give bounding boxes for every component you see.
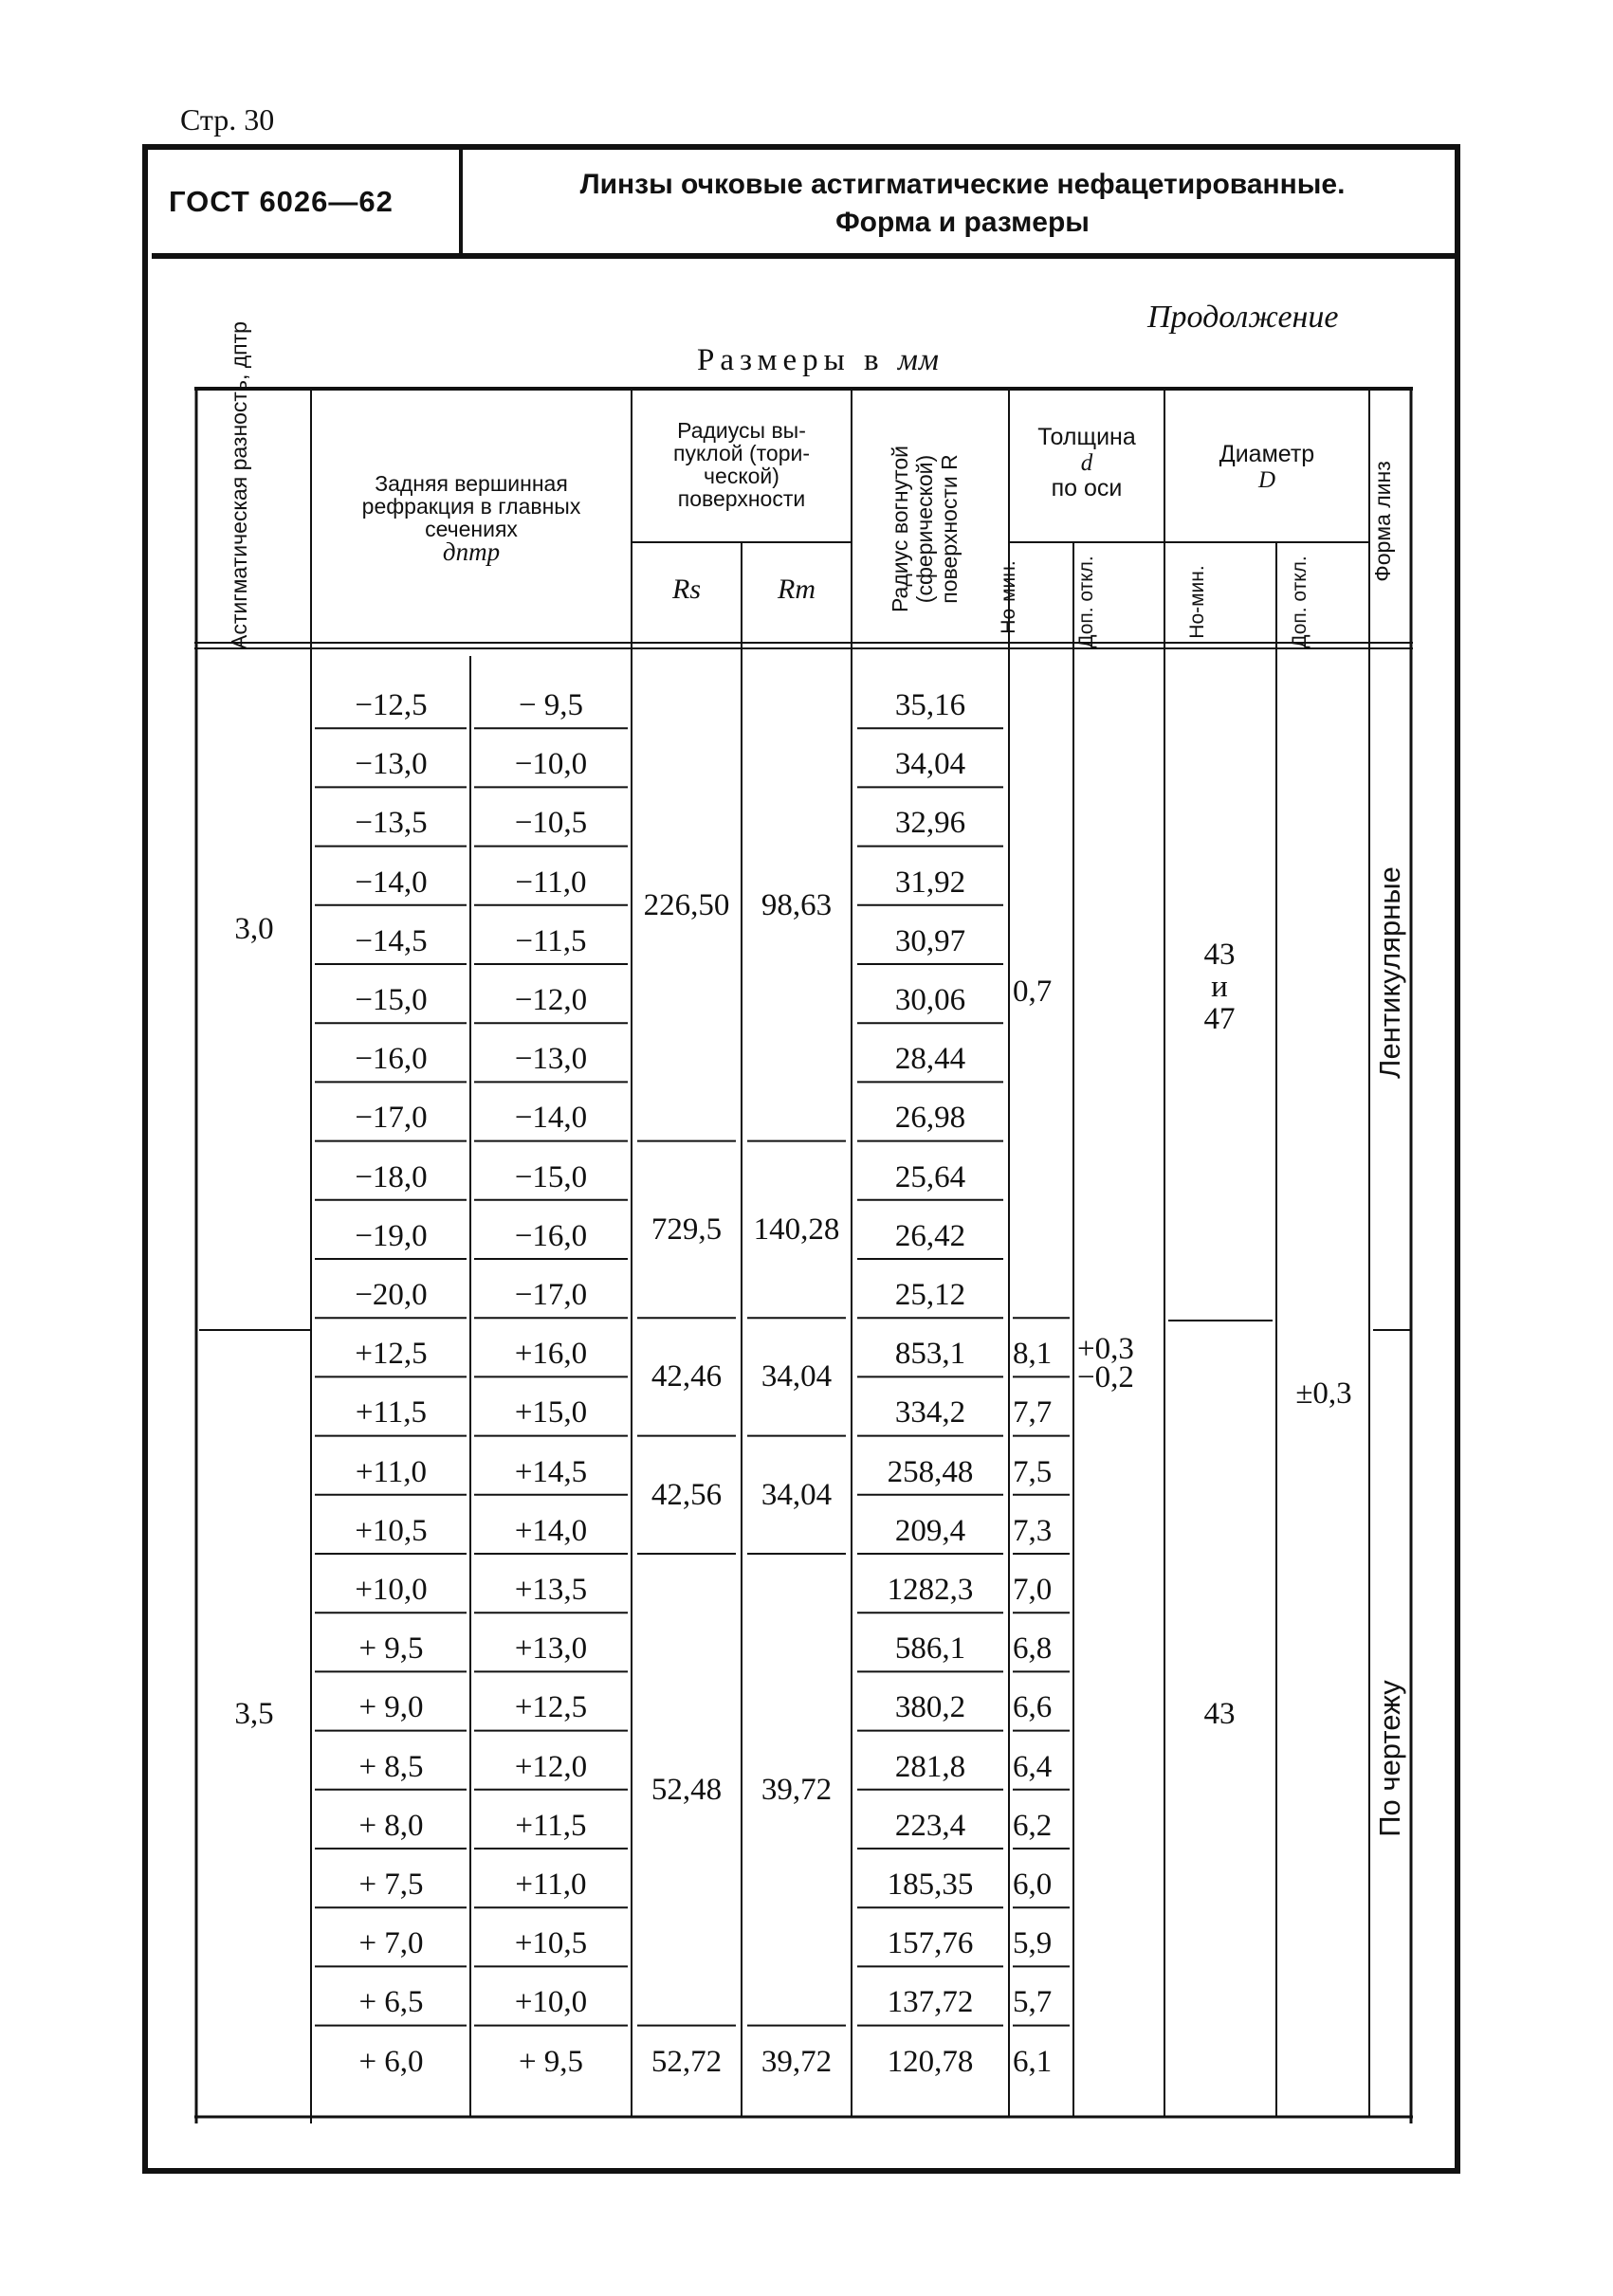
section-refraction-2: −11,0 [515,865,587,900]
header-diameter-nominal: Но-мин. [1186,565,1208,639]
thickness-nominal: 6,1 [1013,2044,1053,2079]
convex-radius-rs: 42,46 [651,1359,723,1394]
concave-radius: 35,16 [894,688,966,722]
concave-radius: 334,2 [894,1395,966,1430]
concave-radius: 31,92 [894,865,966,900]
section-refraction-1: −18,0 [355,1159,428,1194]
header-back-vertex [315,471,628,566]
concave-radius: 185,35 [887,1868,974,1902]
convex-radius-rs: 52,72 [651,2044,723,2079]
thickness-nominal: 6,0 [1013,1868,1053,1902]
continuation-label: Продолжение [1147,300,1339,335]
header-thickness-line-2: d [1080,450,1093,476]
thickness-nominal: 8,1 [1013,1337,1053,1372]
convex-radius-rm: 98,63 [761,887,833,922]
section-refraction-2: +11,5 [515,1808,587,1843]
concave-radius: 34,04 [894,747,966,782]
units-unit: мм [897,343,940,377]
section-refraction-2: −11,5 [515,923,587,958]
convex-radius-rm: 34,04 [761,1477,833,1512]
concave-radius: 1282,3 [887,1573,974,1607]
header-back-vertex-line-1: Задняя вершинная [375,471,568,496]
diameter-nominal-group-2: 43 [1203,1697,1236,1731]
thickness-nominal: 7,5 [1013,1454,1053,1489]
concave-radius: 32,96 [894,806,966,841]
section-refraction-1: −13,0 [355,747,428,782]
concave-radius: 586,1 [894,1631,966,1667]
concave-radius: 25,12 [894,1278,966,1312]
header-back-vertex-line-2: рефракция в главных [361,494,581,519]
concave-radius: 281,8 [894,1749,966,1784]
convex-radius-rm: 34,04 [761,1359,833,1394]
header-convex-line-1: Радиусы вы- [677,418,806,443]
section-refraction-2: +10,0 [514,1985,588,2020]
header-convex-line-4: поверхности [677,486,806,511]
title-line-2: Форма и размеры [835,207,1090,238]
convex-radius-rs: 226,50 [643,887,730,922]
section-refraction-2: −13,0 [514,1042,588,1077]
thickness-nominal: 6,2 [1013,1808,1053,1843]
thickness-nominal-shared: 0,7 [1013,975,1053,1009]
header-rm: Rm [778,574,816,605]
section-refraction-1: −17,0 [355,1101,428,1136]
thickness-nominal: 6,8 [1013,1631,1053,1667]
header-diameter-tolerance: Доп. откл. [1289,556,1311,648]
section-refraction-2: +13,0 [514,1631,588,1667]
section-refraction-1: −20,0 [355,1278,428,1312]
page-number: Стр. 30 [180,102,275,137]
convex-radius-rm: 140,28 [753,1212,840,1247]
header-thickness [1011,425,1163,501]
concave-radius: 26,98 [894,1101,966,1136]
concave-radius: 223,4 [894,1808,966,1843]
section-refraction-1: +12,5 [355,1337,428,1372]
concave-radius: 258,48 [887,1454,974,1489]
section-refraction-2: − 9,5 [518,688,584,722]
concave-radius: 853,1 [894,1337,966,1372]
concave-radius: 30,97 [894,923,966,958]
section-refraction-2: −14,0 [514,1101,588,1136]
section-refraction-2: +14,0 [514,1513,588,1548]
header-diameter-line-2: D [1257,467,1276,493]
section-refraction-1: + 8,5 [358,1749,424,1784]
section-refraction-2: +12,5 [514,1690,588,1725]
section-refraction-1: + 6,0 [358,2044,424,2079]
section-refraction-2: +13,5 [514,1573,588,1607]
lens-shape-group-2: По чертежу [1373,1680,1406,1837]
concave-radius: 26,42 [894,1218,966,1253]
header-diameter-line-1: Диаметр [1219,441,1315,467]
section-refraction-1: −19,0 [355,1218,428,1253]
concave-radius: 209,4 [894,1513,966,1548]
convex-radius-rs: 42,56 [651,1477,723,1512]
section-refraction-2: +15,0 [514,1395,588,1430]
diameter-tolerance: ±0,3 [1295,1376,1352,1411]
concave-radius: 120,78 [887,2044,974,2079]
thickness-nominal: 7,7 [1013,1395,1053,1430]
section-refraction-1: −15,0 [355,983,428,1017]
section-refraction-2: +11,0 [515,1868,587,1902]
section-refraction-1: + 9,5 [358,1631,424,1667]
units-prefix: Размеры в [697,343,885,377]
section-refraction-2: −10,5 [514,806,588,841]
thickness-nominal: 7,3 [1013,1513,1053,1548]
header-thickness-line-1: Толщина [1037,424,1136,450]
lens-shape-group-1: Лентикулярные [1373,866,1406,1079]
convex-radius-rs: 52,48 [651,1772,723,1807]
section-refraction-2: −12,0 [514,983,588,1017]
section-refraction-1: −14,0 [355,865,428,900]
astigmatic-difference-group-2: 3,5 [234,1697,274,1731]
concave-radius: 28,44 [894,1042,966,1077]
section-refraction-1: +10,5 [355,1513,428,1548]
section-refraction-2: −16,0 [514,1218,588,1253]
section-refraction-1: + 9,0 [358,1690,424,1725]
section-refraction-1: −16,0 [355,1042,428,1077]
section-refraction-1: + 6,5 [358,1985,424,2020]
header-thickness-nominal: Но-мин. [998,560,1019,634]
section-refraction-2: +16,0 [514,1337,588,1372]
thickness-nominal: 5,7 [1013,1985,1053,2020]
section-refraction-2: −17,0 [514,1278,588,1312]
section-refraction-2: −10,0 [514,747,588,782]
section-refraction-1: −12,5 [355,688,428,722]
thickness-nominal: 5,9 [1013,1926,1053,1961]
section-refraction-1: +11,5 [355,1395,428,1430]
concave-radius: 25,64 [894,1159,966,1194]
convex-radius-rm: 39,72 [761,1772,833,1807]
header-back-vertex-unit: дптр [442,538,501,566]
header-thickness-line-3: по оси [1051,475,1123,501]
thickness-nominal: 7,0 [1013,1573,1053,1607]
diameter-nominal-group-1: 43 и 47 [1203,938,1236,1036]
concave-radius: 137,72 [887,1985,974,2020]
header-astigmatic-difference: Астигматическая разность, дптр [227,321,251,649]
thickness-tolerance: +0,3 −0,2 [1077,1332,1134,1394]
concave-radius: 380,2 [894,1690,966,1725]
concave-radius: 157,76 [887,1926,974,1961]
convex-radius-rs: 729,5 [651,1212,723,1247]
thickness-nominal: 6,6 [1013,1690,1053,1725]
section-refraction-1: + 7,0 [358,1926,424,1961]
section-refraction-1: + 8,0 [358,1808,424,1843]
section-refraction-1: + 7,5 [358,1868,424,1902]
convex-radius-rm: 39,72 [761,2044,833,2079]
header-convex-line-2: пуклой (тори- [672,441,810,465]
section-refraction-2: +10,5 [514,1926,588,1961]
header-lens-shape: Форма линз [1370,461,1395,582]
thickness-nominal: 6,4 [1013,1749,1053,1784]
header-convex-radii [633,419,850,510]
section-refraction-1: +10,0 [355,1573,428,1607]
section-refraction-1: −13,5 [355,806,428,841]
standard-number: ГОСТ 6026—62 [169,185,394,218]
header-convex-line-3: ческой) [704,464,779,488]
section-refraction-2: −15,0 [514,1159,588,1194]
astigmatic-difference-group-1: 3,0 [234,912,274,946]
header-concave-radius: Радиус вогнутой (сферической) поверхности R [888,445,962,613]
section-refraction-2: + 9,5 [518,2044,584,2079]
header-thickness-tolerance: Доп. откл. [1075,556,1097,648]
header-diameter [1166,442,1367,493]
header-back-vertex-line-3: сечениях [425,517,518,541]
concave-radius: 30,06 [894,983,966,1017]
section-refraction-1: +11,0 [355,1454,428,1489]
title-line-1: Линзы очковые астигматические нефацетированные. [579,169,1346,200]
section-refraction-2: +14,5 [514,1454,588,1489]
header-rs: Rs [672,574,701,605]
section-refraction-2: +12,0 [514,1749,588,1784]
section-refraction-1: −14,5 [355,923,428,958]
